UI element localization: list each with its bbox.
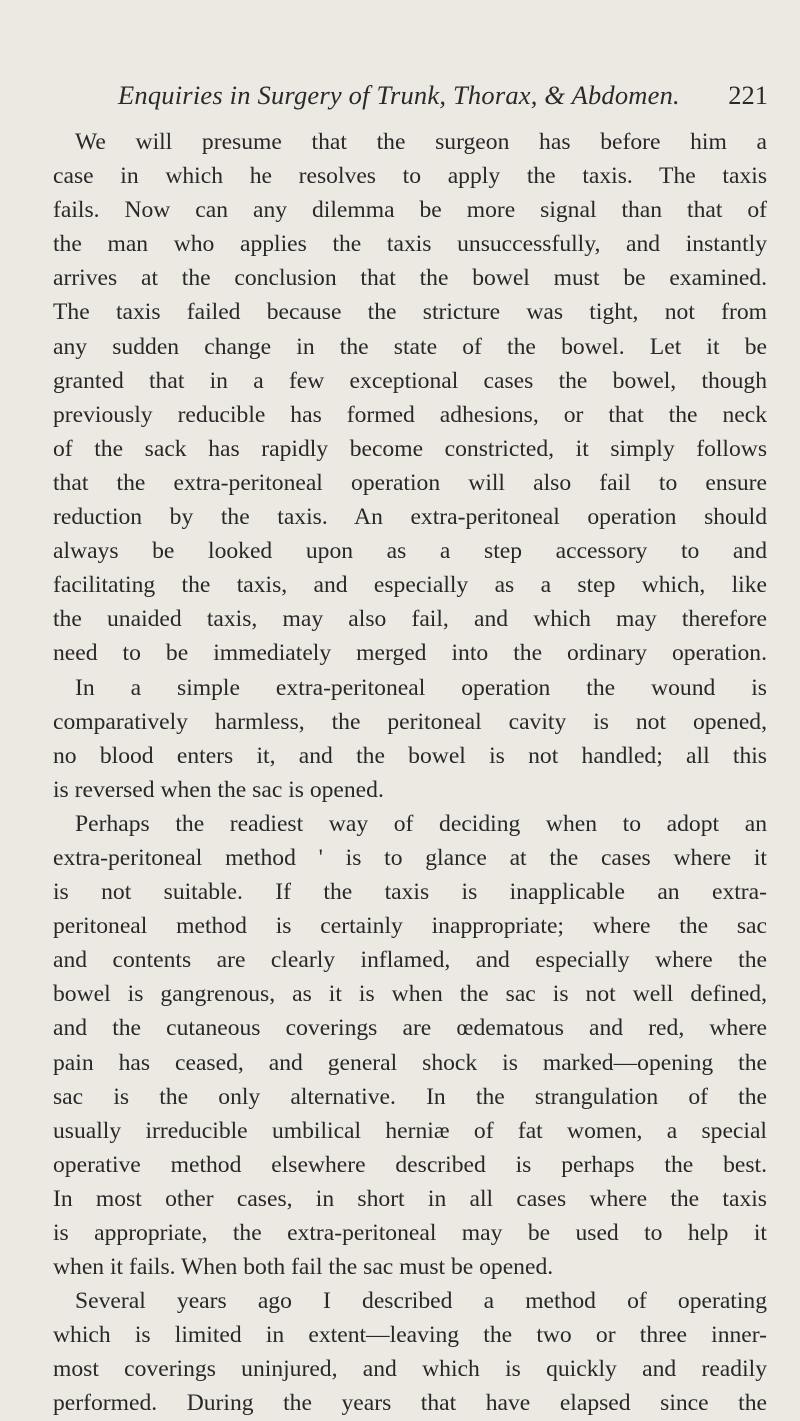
text-line: and the cutaneous coverings are œdematous and red, where bbox=[53, 1015, 767, 1042]
text-line: need to be immediately merged into the ordinary operation. bbox=[53, 640, 767, 667]
text-line: We will presume that the surgeon has before him a bbox=[75, 129, 767, 155]
text-line: extra-peritoneal method ' is to glance at the cases where it bbox=[53, 844, 767, 871]
text-line: sac is the only alternative. In the strangulation of the bbox=[53, 1083, 767, 1110]
text-line: Perhaps the readiest way of deciding when to adopt an bbox=[75, 810, 767, 837]
text-line: fails. Now can any dilemma be more signal than that of bbox=[53, 197, 767, 224]
text-line: is appropriate, the extra-peritoneal may be used to help it bbox=[53, 1220, 767, 1246]
text-line: which is limited in extent—leaving the two or three inner- bbox=[53, 1322, 767, 1349]
text-line: arrives at the conclusion that the bowel must be examined. bbox=[53, 265, 767, 292]
running-title: Enquiries in Surgery of Trunk, Thorax, & Abdomen. bbox=[118, 80, 680, 110]
text-line: The taxis failed because the stricture was tight, not from bbox=[53, 299, 767, 326]
text-line: operative method elsewhere described is perhaps the best. bbox=[53, 1151, 767, 1178]
text-line: In a simple extra-peritoneal operation the wound is bbox=[75, 674, 767, 701]
text-line: bowel is gangrenous, as it is when the sac is not well defined, bbox=[53, 981, 767, 1008]
text-line: pain has ceased, and general shock is marked—opening the bbox=[53, 1049, 767, 1076]
body-text bbox=[53, 125, 767, 1421]
text-line: no blood enters it, and the bowel is not handled; all this bbox=[53, 742, 767, 769]
text-line: Several years ago I described a method of operating bbox=[75, 1288, 767, 1315]
text-line: facilitating the taxis, and especially as a step which, like bbox=[53, 572, 767, 599]
text-line: and contents are clearly inflamed, and especially where the bbox=[53, 947, 767, 974]
text-line: always be looked upon as a step accessory to and bbox=[53, 538, 767, 565]
text-line: most coverings uninjured, and which is quickly and readily bbox=[53, 1356, 767, 1383]
text-line: reduction by the taxis. An extra-peritoneal operation should bbox=[53, 504, 767, 531]
text-line: comparatively harmless, the peritoneal cavity is not opened, bbox=[53, 708, 767, 735]
text-line: of the sack has rapidly become constricted, it simply follows bbox=[53, 435, 767, 462]
text-line: granted that in a few exceptional cases the bowel, though bbox=[53, 367, 767, 394]
text-line: peritoneal method is certainly inappropriate; where the sac bbox=[53, 913, 767, 940]
text-line: the man who applies the taxis unsuccessfully, and instantly bbox=[53, 231, 767, 258]
page-number: 221 bbox=[728, 80, 768, 110]
text-line: In most other cases, in short in all cases where the taxis bbox=[53, 1185, 767, 1212]
text-line: that the extra-peritoneal operation will also fail to ensure bbox=[53, 469, 767, 496]
text-line: is reversed when the sac is opened. bbox=[53, 776, 384, 803]
text-line: previously reducible has formed adhesions, or that the neck bbox=[53, 401, 767, 428]
text-line: performed. During the years that have elapsed since the bbox=[53, 1390, 767, 1417]
text-line: any sudden change in the state of the bowel. Let it be bbox=[53, 333, 767, 360]
text-line: usually irreducible umbilical herniæ of fat women, a special bbox=[53, 1117, 767, 1144]
text-line: is not suitable. If the taxis is inapplicable an extra- bbox=[53, 879, 767, 906]
text-line: when it fails. When both fail the sac must be opened. bbox=[53, 1254, 554, 1281]
running-head bbox=[118, 80, 768, 120]
text-line: case in which he resolves to apply the taxis. The taxis bbox=[53, 163, 767, 190]
text-line: the unaided taxis, may also fail, and which may therefore bbox=[53, 606, 767, 633]
